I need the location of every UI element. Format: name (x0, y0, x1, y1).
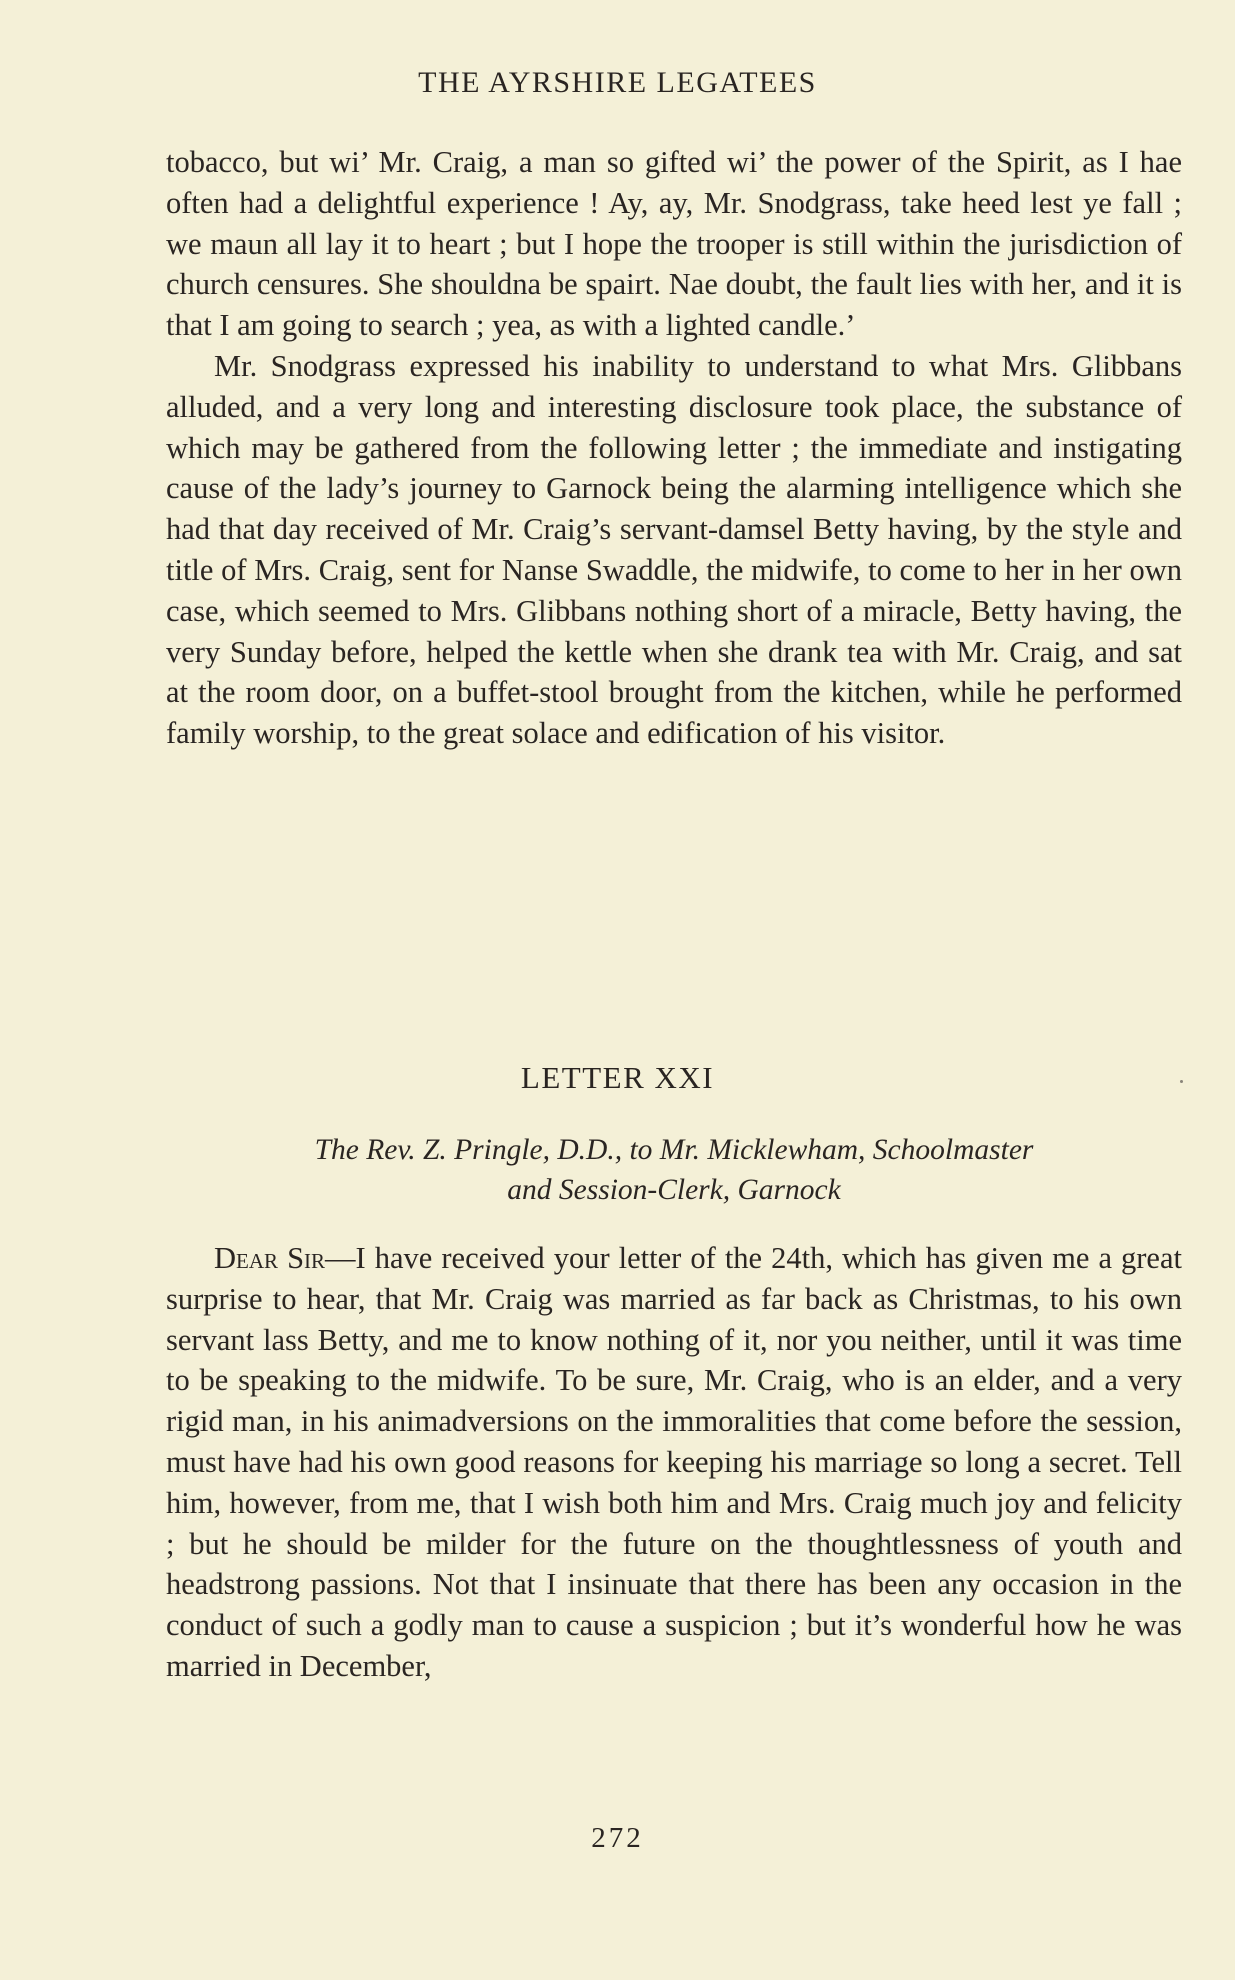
text-block-top (166, 142, 1182, 754)
letter-body-paragraph (166, 1238, 1182, 1687)
letter-address-line-1: The Rev. Z. Pringle, D.D., to Mr. Micklewham, Schoolmaster (314, 1134, 1034, 1166)
page-number: 272 (591, 1822, 644, 1854)
text-block-letter (166, 1238, 1182, 1687)
paragraph-narrative: Mr. Snodgrass expressed his inability to understand to what Mrs. Glibbans alluded, and a very long and interesting disclosure took place, the substance of which may be gathered from the following letter ; the immediate and instigating cause of the lady’s journey to Garnock being the alarming intelligence which she had that day received of Mr. Craig’s servant-damsel Betty having, by the style and title of Mrs. Craig, sent for Nanse Swaddle, the midwife, to come to her in her own case, which seemed to Mrs. Glibbans nothing short of a miracle, Betty having, the very Sunday before, helped the kettle when she drank tea with Mr. Craig, and sat at the room door, on a buffet-stool brought from the kitchen, while he performed family worship, to the great solace and edification of his visitor. (166, 348, 1182, 751)
letter-heading: LETTER XXI (520, 1060, 715, 1095)
letter-address (166, 1130, 1182, 1210)
letter-address-line-2: and Session-Clerk, Garnock (507, 1174, 841, 1206)
paragraph-continuation: tobacco, but wi’ Mr. Craig, a man so gifted wi’ the power of the Spirit, as I hae often had a delightful experience ! Ay, ay, Mr. Snodgrass, take heed lest ye fall ; we maun all lay it to heart ; but I hope the trooper is still within the jurisdiction of church censures. She shouldna be spairt. Nae doubt, the fault lies with her, and it is that I am going to search ; yea, as with a lighted candle.’ (166, 145, 1182, 343)
page-speck (1180, 1080, 1183, 1083)
running-head: THE AYRSHIRE LEGATEES (418, 66, 817, 99)
letter-salutation: Dear Sir (214, 1241, 326, 1275)
letter-body-text: —I have received your letter of the 24th, which has given me a great surprise to hear, that Mr. Craig was married as far back as Christmas, to his own servant lass Betty, and me to know nothing of it, nor you neither, until it was time to be speaking to the midwife. To be sure, Mr. Craig, who is an elder, and a very rigid man, in his animadversions on the immoralities that come before the session, must have had his own good reasons for keeping his marriage so long a secret. Tell him, however, from me, that I wish both him and Mrs. Craig much joy and felicity ; but he should be milder for the future on the thoughtlessness of youth and headstrong passions. Not that I insinuate that there has been any occasion in the conduct of such a godly man to cause a suspicion ; but it’s wonderful how he was married in December, (166, 1241, 1182, 1683)
